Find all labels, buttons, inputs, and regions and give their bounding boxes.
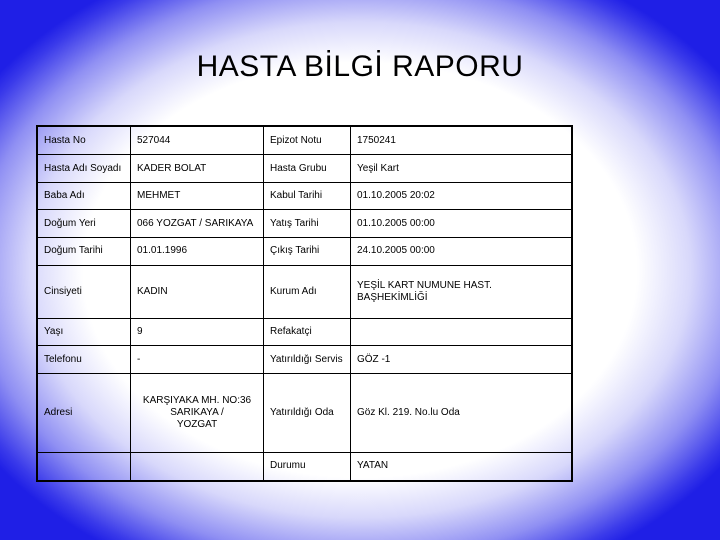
value-status: YATAN — [351, 452, 573, 481]
value-companion — [351, 318, 573, 346]
value-room: Göz Kl. 219. No.lu Oda — [351, 374, 573, 453]
label-episode-note: Epizot Notu — [264, 126, 351, 155]
label-companion: Refakatçi — [264, 318, 351, 346]
report-title: HASTA BİLGİ RAPORU — [196, 50, 524, 83]
value-patient-name: KADER BOLAT — [131, 155, 264, 183]
label-institution: Kurum Adı — [264, 265, 351, 318]
label-patient-name: Hasta Adı Soyadı — [37, 155, 131, 183]
value-address: KARŞIYAKA MH. NO:36 SARIKAYA / YOZGAT — [131, 374, 264, 453]
value-discharge-date: 24.10.2005 00:00 — [351, 238, 573, 266]
value-institution: YEŞİL KART NUMUNE HAST. BAŞHEKİMLİĞİ — [351, 265, 573, 318]
label-address: Adresi — [37, 374, 131, 453]
value-father-name: MEHMET — [131, 182, 264, 210]
value-patient-group: Yeşil Kart — [351, 155, 573, 183]
label-hospitalization-date: Yatış Tarihi — [264, 210, 351, 238]
label-age: Yaşı — [37, 318, 131, 346]
label-room: Yatırıldığı Oda — [264, 374, 351, 453]
label-admission-date: Kabul Tarihi — [264, 182, 351, 210]
label-father-name: Baba Adı — [37, 182, 131, 210]
value-service: GÖZ -1 — [351, 346, 573, 374]
table-row — [37, 318, 572, 346]
value-age: 9 — [131, 318, 264, 346]
value-phone: - — [131, 346, 264, 374]
label-patient-no: Hasta No — [37, 126, 131, 155]
value-episode-note: 1750241 — [351, 126, 573, 155]
table-row — [37, 155, 572, 183]
label-birthplace: Doğum Yeri — [37, 210, 131, 238]
table-row — [37, 182, 572, 210]
patient-info-table — [36, 125, 573, 482]
value-birth-date: 01.01.1996 — [131, 238, 264, 266]
table-row — [37, 374, 572, 453]
value-birthplace: 066 YOZGAT / SARIKAYA — [131, 210, 264, 238]
value-admission-date: 01.10.2005 20:02 — [351, 182, 573, 210]
empty-cell — [37, 452, 131, 481]
table-row — [37, 210, 572, 238]
label-gender: Cinsiyeti — [37, 265, 131, 318]
table-row — [37, 346, 572, 374]
value-patient-no: 527044 — [131, 126, 264, 155]
label-birth-date: Doğum Tarihi — [37, 238, 131, 266]
empty-cell — [131, 452, 264, 481]
value-hospitalization-date: 01.10.2005 00:00 — [351, 210, 573, 238]
table-row — [37, 265, 572, 318]
table-row — [37, 452, 572, 481]
label-service: Yatırıldığı Servis — [264, 346, 351, 374]
table-row — [37, 238, 572, 266]
label-patient-group: Hasta Grubu — [264, 155, 351, 183]
value-gender: KADIN — [131, 265, 264, 318]
table-row — [37, 126, 572, 155]
label-discharge-date: Çıkış Tarihi — [264, 238, 351, 266]
label-status: Durumu — [264, 452, 351, 481]
label-phone: Telefonu — [37, 346, 131, 374]
